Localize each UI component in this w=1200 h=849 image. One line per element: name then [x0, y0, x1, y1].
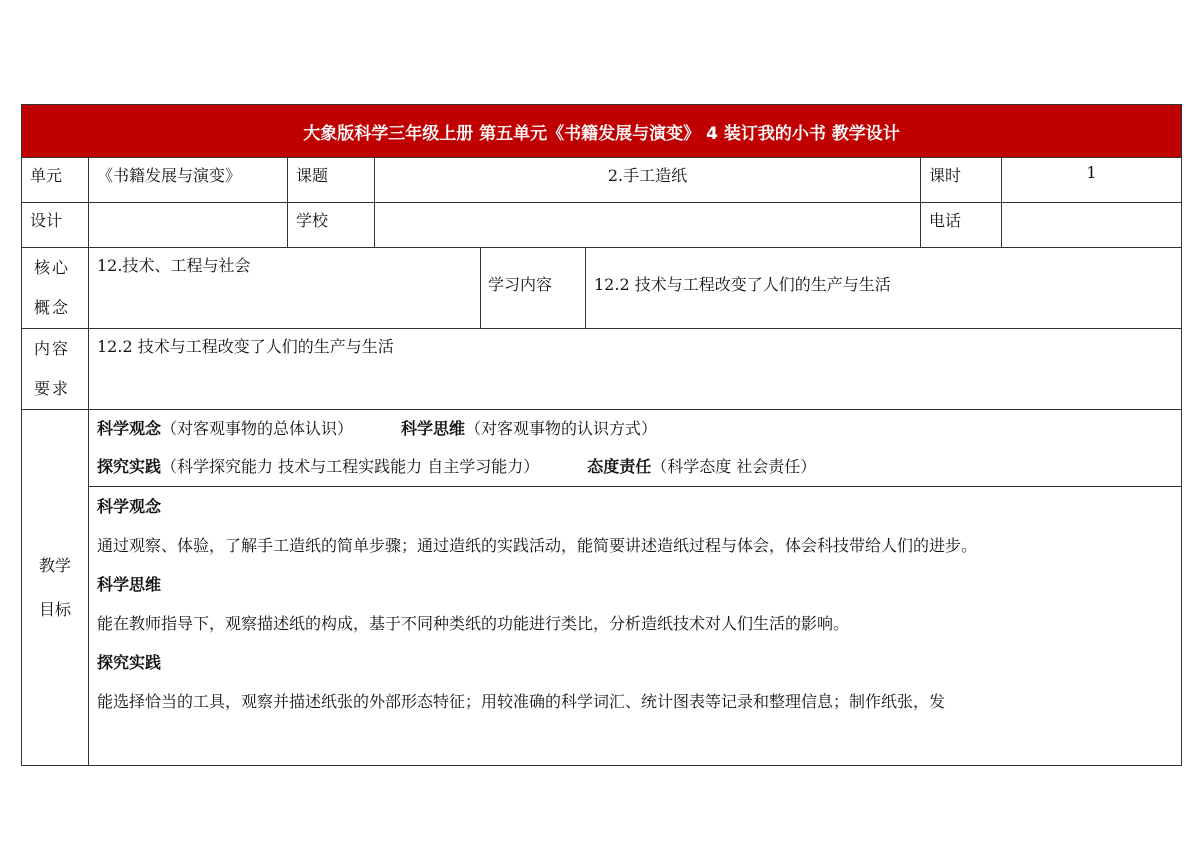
- core-concept-label: [22, 248, 89, 329]
- sec2-text: 能在教师指导下，观察描述纸的构成，基于不同种类纸的功能进行类比，分析造纸技术对人们生活的影响。: [97, 614, 850, 633]
- study-content-cell: [481, 248, 1182, 329]
- school-label: 学校: [288, 203, 375, 248]
- core-label-line2: 概念: [34, 298, 71, 317]
- core-label-line1: 核心: [34, 258, 71, 277]
- hours-value: 1: [1002, 158, 1182, 203]
- unit-label: 单元: [22, 158, 89, 203]
- dim-practice-desc: （科学探究能力 技术与工程实践能力 自主学习能力）: [161, 457, 540, 476]
- school-value: [375, 203, 921, 248]
- dim-thinking-desc: （对客观事物的认识方式）: [465, 419, 658, 438]
- sec3-text: 能选择恰当的工具，观察并描述纸张的外部形态特征；用较准确的科学词汇、统计图表等记录和整理信息；制作纸张，发: [97, 692, 946, 711]
- goals-label-line1: 教学: [38, 555, 71, 575]
- unit-value: 《书籍发展与演变》: [89, 158, 288, 203]
- design-label: 设计: [22, 203, 89, 248]
- goals-dimensions: [89, 410, 1182, 487]
- goals-label-line2: 目标: [38, 599, 71, 619]
- document-title: 大象版科学三年级上册 第五单元《书籍发展与演变》 4 装订我的小书 教学设计: [22, 105, 1182, 158]
- core-concept-value: 12.技术、工程与社会: [89, 248, 481, 329]
- phone-value: [1002, 203, 1182, 248]
- req-label-line1: 内容: [34, 339, 71, 358]
- sec1-title: 科学观念: [97, 497, 162, 516]
- sec3-title: 探究实践: [97, 653, 162, 672]
- req-label-line2: 要求: [34, 379, 71, 398]
- study-content-label: 学习内容: [480, 248, 586, 328]
- topic-value: 2.手工造纸: [375, 158, 921, 203]
- sec2-title: 科学思维: [97, 575, 162, 594]
- dim-attitude-bold: 态度责任: [587, 457, 652, 476]
- dimension-line-2: [97, 448, 1173, 486]
- requirement-value: 12.2 技术与工程改变了人们的生产与生活: [89, 329, 1182, 410]
- lesson-plan-table: [21, 104, 1181, 766]
- sec1-text: 通过观察、体验，了解手工造纸的简单步骤；通过造纸的实践活动，能简要讲述造纸过程与体会，体会科技带给人们的进步。: [97, 536, 978, 555]
- goals-details: [89, 487, 1182, 766]
- phone-label: 电话: [921, 203, 1002, 248]
- study-content-value: 12.2 技术与工程改变了人们的生产与生活: [594, 275, 891, 294]
- dim-concept-bold: 科学观念: [97, 419, 162, 438]
- dim-thinking-bold: 科学思维: [401, 419, 466, 438]
- hours-label: 课时: [921, 158, 1002, 203]
- dim-practice-bold: 探究实践: [97, 457, 162, 476]
- dim-concept-desc: （对客观事物的总体认识）: [161, 419, 354, 438]
- dim-attitude-desc: （科学态度 社会责任）: [651, 457, 817, 476]
- requirement-label: [22, 329, 89, 410]
- goals-label: [22, 410, 89, 766]
- topic-label: 课题: [288, 158, 375, 203]
- dimension-line-1: [97, 410, 1173, 448]
- design-value: [89, 203, 288, 248]
